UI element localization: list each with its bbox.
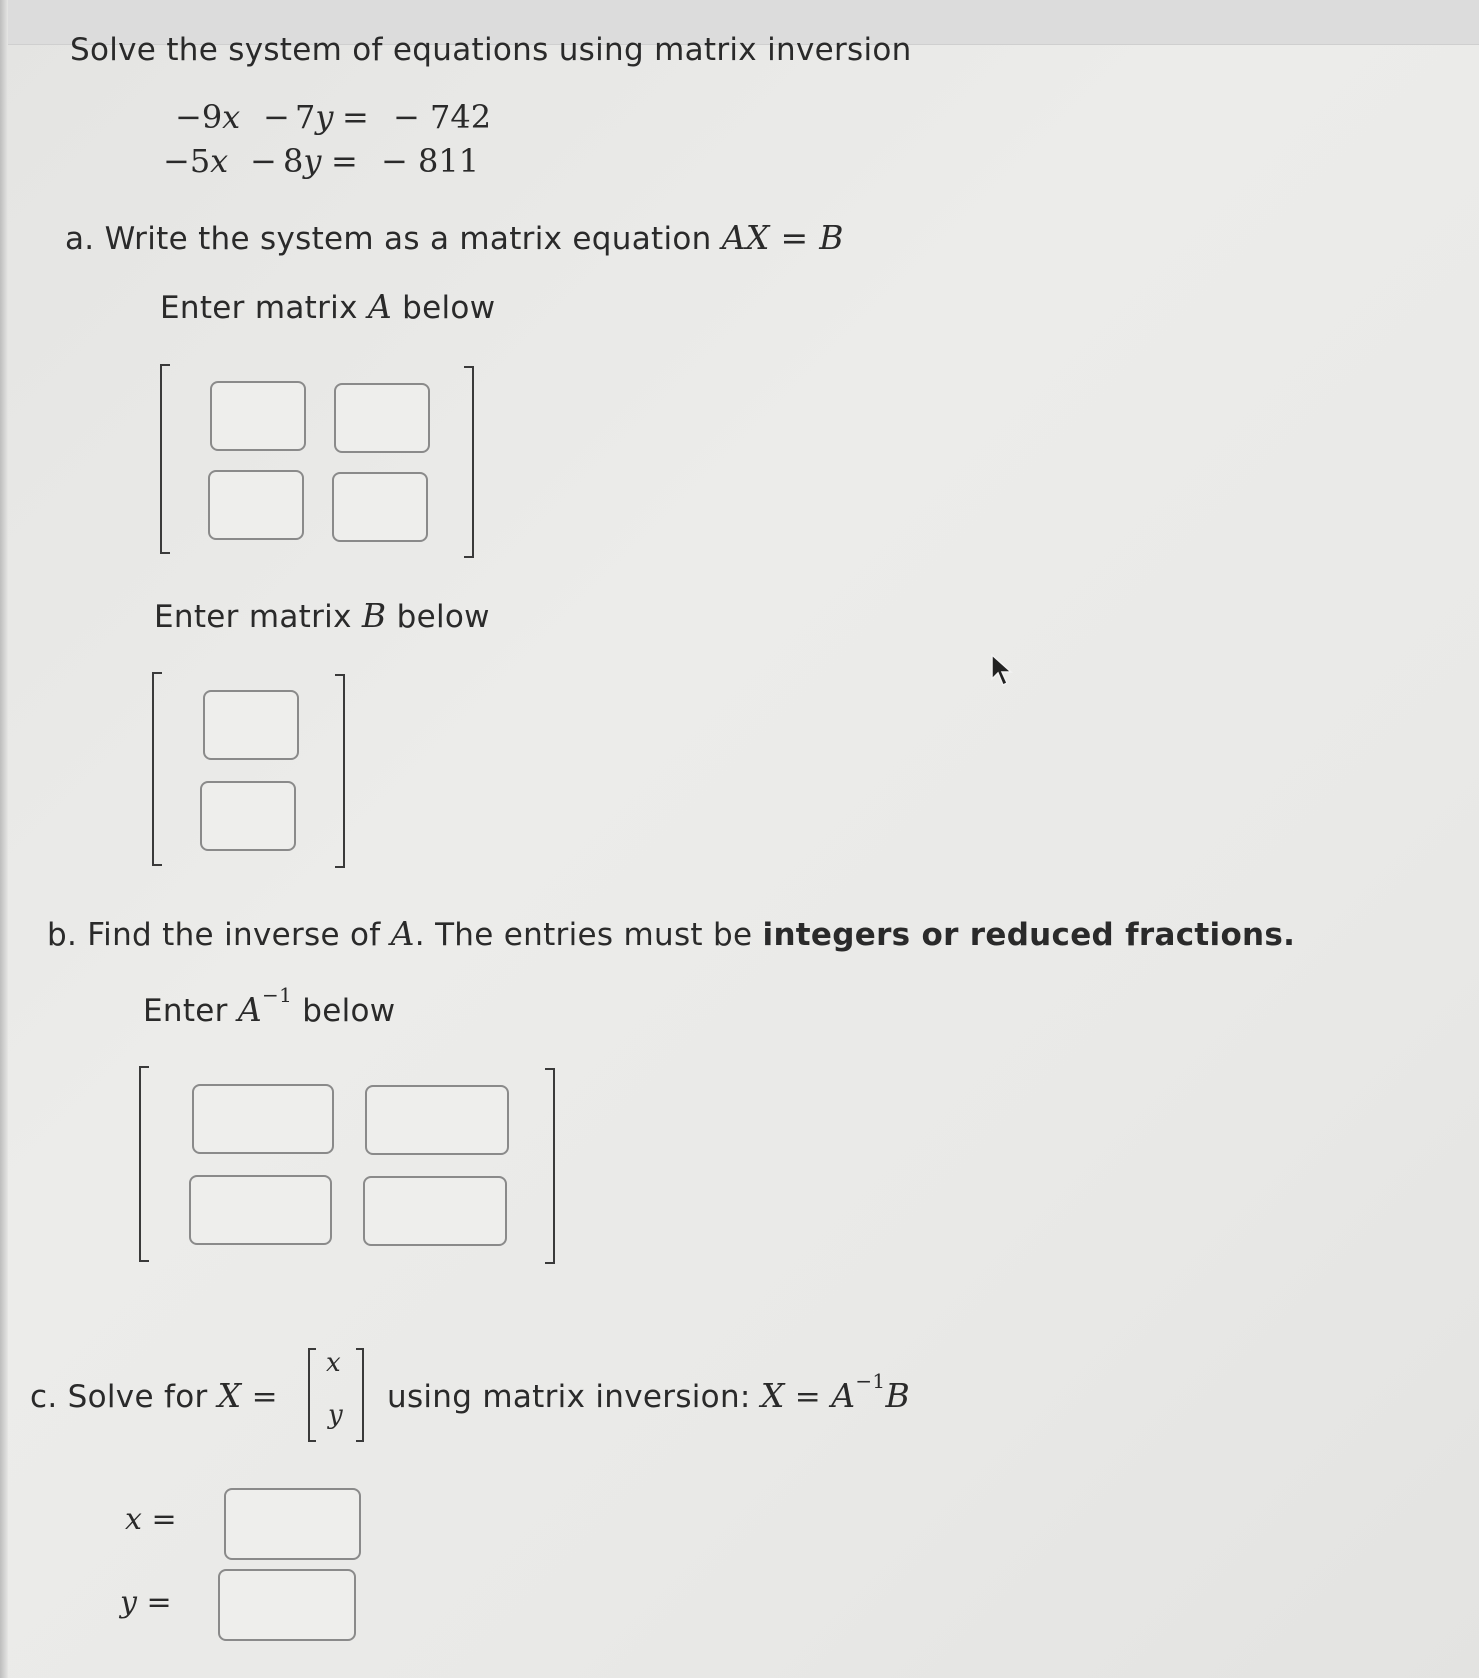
- enter-a-inverse-label: [143, 982, 396, 1029]
- part-c-prefix-group: [30, 1376, 278, 1415]
- matrix-a-right-bracket: [464, 366, 474, 558]
- part-b-middle: . The entries must be: [414, 917, 753, 953]
- matrix-ainv-right-bracket: [545, 1068, 555, 1264]
- eq2-equals: =: [331, 142, 358, 180]
- part-b-prefix: b. Find the inverse of: [47, 917, 381, 953]
- x-input[interactable]: [224, 1488, 361, 1560]
- enter-inverse-sup: −1: [262, 982, 293, 1007]
- eq2-coef-x: −5: [163, 142, 211, 180]
- matrix-b-right-bracket: [335, 674, 345, 868]
- matrix-ainv-input-r2c2[interactable]: [363, 1176, 507, 1246]
- enter-inverse-text: Enter: [143, 993, 228, 1029]
- part-c-formula-group: [387, 1368, 910, 1415]
- eq1-var-x: x: [222, 98, 241, 136]
- part-a-equation: AX = B: [721, 218, 844, 257]
- formula-lhs: X: [760, 1376, 785, 1415]
- enter-a-var: A: [367, 287, 393, 326]
- y-input[interactable]: [218, 1569, 356, 1641]
- formula-sup: −1: [855, 1368, 886, 1393]
- eq2-rhs: − 811: [381, 142, 480, 180]
- eq1-op: −: [263, 98, 290, 136]
- enter-b-var: B: [361, 596, 387, 635]
- matrix-ainv-input-r2c1[interactable]: [189, 1175, 332, 1245]
- eq2-var-x: x: [210, 142, 229, 180]
- part-b-bold-text: integers or reduced fractions.: [762, 917, 1296, 953]
- eq1-coef-x: −9: [175, 98, 223, 136]
- mouse-cursor-icon: [990, 653, 1014, 693]
- matrix-a-input-r1c2[interactable]: [334, 383, 430, 453]
- enter-inverse-suffix: below: [302, 993, 396, 1029]
- matrix-ainv-input-r1c1[interactable]: [192, 1084, 334, 1154]
- eq2-op: −: [250, 142, 277, 180]
- enter-matrix-b-label: [154, 596, 490, 635]
- enter-a-text: Enter matrix: [160, 290, 358, 326]
- equation-row-2: [0, 142, 600, 182]
- eq2-coef-y: 8: [283, 142, 304, 180]
- part-c-prefix: c. Solve for: [30, 1379, 208, 1415]
- matrix-b-left-bracket: [152, 672, 162, 866]
- part-b-var: A: [390, 914, 415, 953]
- vector-bottom-entry: y: [328, 1400, 343, 1430]
- part-a-heading: [65, 218, 844, 257]
- vector-top-entry: x: [326, 1348, 341, 1378]
- eq1-var-y: y: [315, 98, 334, 136]
- formula-eq: =: [794, 1379, 822, 1415]
- y-label: y =: [120, 1585, 172, 1620]
- matrix-a-left-bracket: [160, 364, 170, 554]
- enter-b-suffix: below: [396, 599, 490, 635]
- matrix-a-input-r2c2[interactable]: [332, 472, 428, 542]
- eq1-equals: =: [342, 98, 369, 136]
- formula-a: A: [831, 1376, 856, 1415]
- matrix-b-input-r1[interactable]: [203, 690, 299, 760]
- problem-title: Solve the system of equations using matrix inversion: [70, 32, 912, 68]
- matrix-a-input-r2c1[interactable]: [208, 470, 304, 540]
- eq1-coef-y: 7: [295, 98, 316, 136]
- enter-b-text: Enter matrix: [154, 599, 352, 635]
- part-c-middle: using matrix inversion:: [387, 1379, 751, 1415]
- formula-b: B: [885, 1376, 910, 1415]
- equation-row-1: [0, 98, 600, 138]
- part-b-heading: [47, 914, 1295, 953]
- part-a-prefix: a. Write the system as a matrix equation: [65, 221, 712, 257]
- enter-matrix-a-label: [160, 287, 495, 326]
- matrix-ainv-left-bracket: [139, 1066, 149, 1262]
- vector-right-bracket: [356, 1348, 364, 1442]
- part-c-equals: =: [251, 1379, 278, 1415]
- matrix-b-input-r2[interactable]: [200, 781, 296, 851]
- part-c-var-x: X: [217, 1376, 242, 1415]
- eq1-rhs: − 742: [393, 98, 492, 136]
- left-edge: [0, 0, 8, 1678]
- x-label: x =: [125, 1502, 177, 1537]
- vector-left-bracket: [308, 1348, 316, 1442]
- enter-inverse-var: A: [237, 990, 263, 1029]
- matrix-ainv-input-r1c2[interactable]: [365, 1085, 509, 1155]
- enter-a-suffix: below: [402, 290, 496, 326]
- eq2-var-y: y: [303, 142, 322, 180]
- matrix-a-input-r1c1[interactable]: [210, 381, 306, 451]
